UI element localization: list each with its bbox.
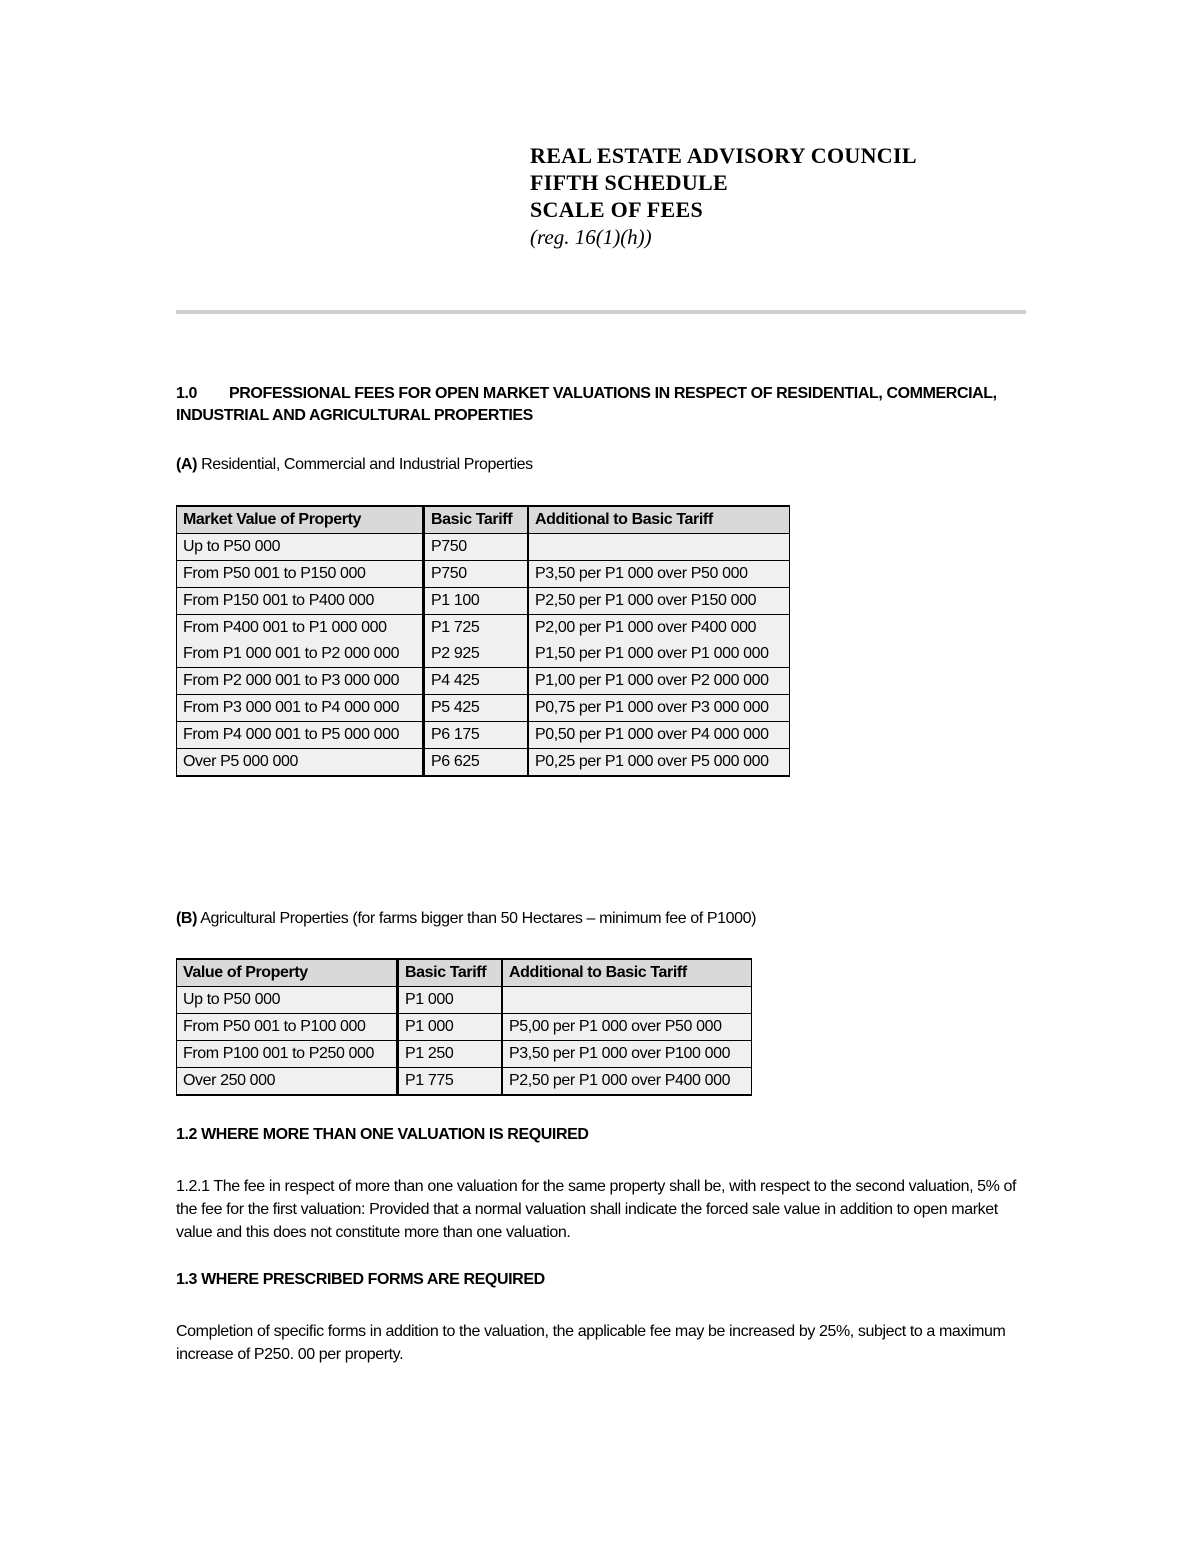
additional-tariff-cell: P2,50 per P1 000 over P150 000 bbox=[528, 588, 790, 615]
additional-tariff-cell: P1,00 per P1 000 over P2 000 000 bbox=[528, 668, 790, 695]
table-row bbox=[177, 561, 790, 588]
additional-tariff-cell: P0,25 per P1 000 over P5 000 000 bbox=[528, 749, 790, 777]
part-b-text: Agricultural Properties (for farms bigger than 50 Hectares – minimum fee of P1000) bbox=[200, 910, 757, 927]
basic-tariff-cell: P1 000 bbox=[398, 987, 503, 1014]
market-value-cell: From P400 001 to P1 000 000 bbox=[177, 615, 424, 642]
table-row bbox=[177, 1041, 752, 1068]
document-header bbox=[530, 142, 917, 251]
basic-tariff-cell: P750 bbox=[424, 561, 529, 588]
market-value-cell: From P1 000 001 to P2 000 000 bbox=[177, 641, 424, 668]
regulation-reference: (reg. 16(1)(h)) bbox=[530, 225, 652, 249]
section-1-title: PROFESSIONAL FEES FOR OPEN MARKET VALUATIONS IN RESPECT OF RESIDENTIAL, COMMERCIAL, INDUSTRIAL AND AGRICULTURAL PROPERTIES bbox=[176, 385, 997, 424]
table-row bbox=[177, 1068, 752, 1096]
additional-tariff-cell bbox=[502, 987, 752, 1014]
scale-title: SCALE OF FEES bbox=[530, 197, 704, 222]
basic-tariff-cell: P1 000 bbox=[398, 1014, 503, 1041]
table-row bbox=[177, 641, 790, 668]
market-value-cell: Up to P50 000 bbox=[177, 534, 424, 561]
property-value-cell: Up to P50 000 bbox=[177, 987, 398, 1014]
market-value-cell: From P3 000 001 to P4 000 000 bbox=[177, 695, 424, 722]
basic-tariff-cell: P1 775 bbox=[398, 1068, 503, 1096]
column-header: Market Value of Property bbox=[177, 506, 424, 534]
additional-tariff-cell: P3,50 per P1 000 over P100 000 bbox=[502, 1041, 752, 1068]
market-value-cell: From P4 000 001 to P5 000 000 bbox=[177, 722, 424, 749]
part-b-label: (B) bbox=[176, 910, 198, 927]
basic-tariff-cell: P5 425 bbox=[424, 695, 529, 722]
property-value-cell: From P50 001 to P100 000 bbox=[177, 1014, 398, 1041]
basic-tariff-cell: P2 925 bbox=[424, 641, 529, 668]
table-row bbox=[177, 588, 790, 615]
part-a-text: Residential, Commercial and Industrial Properties bbox=[201, 456, 533, 473]
additional-tariff-cell: P2,00 per P1 000 over P400 000 bbox=[528, 615, 790, 642]
column-header: Value of Property bbox=[177, 959, 398, 987]
table-row bbox=[177, 534, 790, 561]
additional-tariff-cell: P0,75 per P1 000 over P3 000 000 bbox=[528, 695, 790, 722]
table-row bbox=[177, 1014, 752, 1041]
column-header: Basic Tariff bbox=[398, 959, 503, 987]
table-row bbox=[177, 668, 790, 695]
basic-tariff-cell: P1 725 bbox=[424, 615, 529, 642]
section-1-3-heading: 1.3 WHERE PRESCRIBED FORMS ARE REQUIRED bbox=[176, 1271, 545, 1288]
section-1-heading bbox=[176, 383, 1036, 427]
additional-tariff-cell bbox=[528, 534, 790, 561]
additional-tariff-cell: P2,50 per P1 000 over P400 000 bbox=[502, 1068, 752, 1096]
section-1-3-body: Completion of specific forms in addition to the valuation, the applicable fee may be increased by 25%, subject to a maximum increase of P250. 00 per property. bbox=[176, 1323, 1006, 1363]
part-b-heading bbox=[176, 910, 756, 928]
market-value-cell: From P2 000 001 to P3 000 000 bbox=[177, 668, 424, 695]
table-header-row bbox=[177, 506, 790, 534]
section-1-number: 1.0 bbox=[176, 385, 198, 402]
market-value-cell: From P50 001 to P150 000 bbox=[177, 561, 424, 588]
property-value-cell: Over 250 000 bbox=[177, 1068, 398, 1096]
agricultural-fees-table bbox=[176, 958, 752, 1096]
column-header: Basic Tariff bbox=[424, 506, 529, 534]
section-1-2-body: 1.2.1 The fee in respect of more than one valuation for the same property shall be, with respect to the second valuation, 5% of the fee for the first valuation: Provided that a normal valuation shall indicate the forced sale value in addition to open market value and this does not constitute more than one valuation. bbox=[176, 1178, 1017, 1241]
basic-tariff-cell: P4 425 bbox=[424, 668, 529, 695]
part-a-label: (A) bbox=[176, 456, 198, 473]
residential-fees-table bbox=[176, 505, 790, 777]
column-header: Additional to Basic Tariff bbox=[528, 506, 790, 534]
property-value-cell: From P100 001 to P250 000 bbox=[177, 1041, 398, 1068]
additional-tariff-cell: P3,50 per P1 000 over P50 000 bbox=[528, 561, 790, 588]
table-row bbox=[177, 722, 790, 749]
table-header-row bbox=[177, 959, 752, 987]
section-1-2-heading: 1.2 WHERE MORE THAN ONE VALUATION IS REQUIRED bbox=[176, 1126, 589, 1143]
column-header: Additional to Basic Tariff bbox=[502, 959, 752, 987]
market-value-cell: From P150 001 to P400 000 bbox=[177, 588, 424, 615]
table-row bbox=[177, 615, 790, 642]
table-row bbox=[177, 695, 790, 722]
basic-tariff-cell: P750 bbox=[424, 534, 529, 561]
additional-tariff-cell: P1,50 per P1 000 over P1 000 000 bbox=[528, 641, 790, 668]
table-row bbox=[177, 749, 790, 777]
council-title: REAL ESTATE ADVISORY COUNCIL bbox=[530, 143, 917, 168]
basic-tariff-cell: P6 175 bbox=[424, 722, 529, 749]
basic-tariff-cell: P6 625 bbox=[424, 749, 529, 777]
basic-tariff-cell: P1 250 bbox=[398, 1041, 503, 1068]
additional-tariff-cell: P5,00 per P1 000 over P50 000 bbox=[502, 1014, 752, 1041]
part-a-heading bbox=[176, 456, 533, 474]
basic-tariff-cell: P1 100 bbox=[424, 588, 529, 615]
table-row bbox=[177, 987, 752, 1014]
schedule-title: FIFTH SCHEDULE bbox=[530, 170, 728, 195]
additional-tariff-cell: P0,50 per P1 000 over P4 000 000 bbox=[528, 722, 790, 749]
horizontal-divider bbox=[176, 310, 1026, 314]
market-value-cell: Over P5 000 000 bbox=[177, 749, 424, 777]
